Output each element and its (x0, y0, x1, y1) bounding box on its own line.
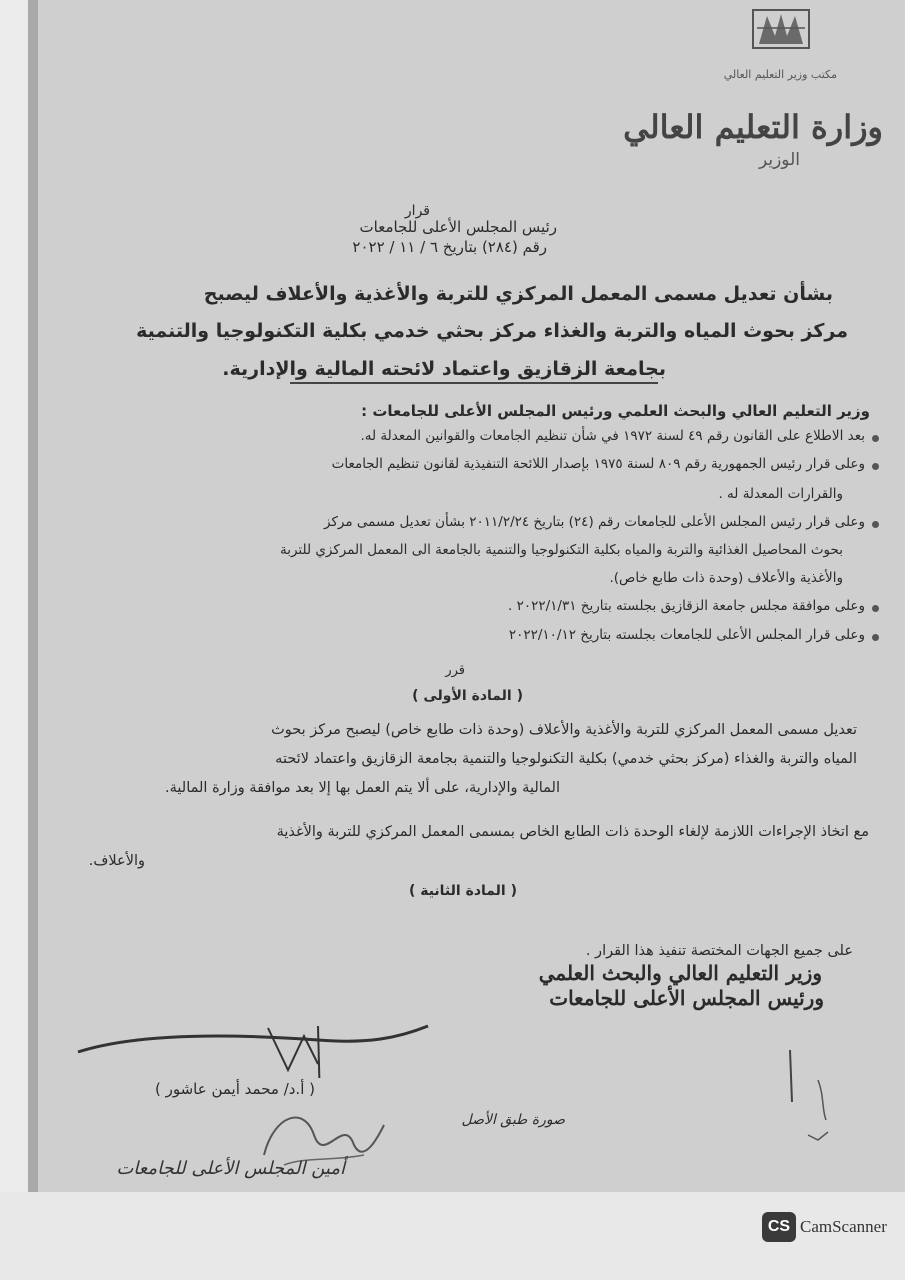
preamble-line: وعلى قرار رئيس الجمهورية رقم ٨٠٩ لسنة ١٩٧٥ بإصدار اللائحة التنفيذية لقانون تنظيم الجامعات (331, 456, 865, 472)
subject-underline (290, 382, 658, 384)
true-copy-note: صورة طبق الأصل (461, 1112, 565, 1128)
article-one-line: مع اتخاذ الإجراءات اللازمة لإلغاء الوحدة ذات الطابع الخاص بمسمى المعمل المركزي للتربة والأغذية (276, 824, 869, 840)
decree-issuer: رئيس المجلس الأعلى للجامعات (359, 218, 557, 236)
signatory-name: ( أ.د/ محمد أيمن عاشور ) (155, 1080, 315, 1098)
subject-line: مركز بحوث المياه والتربة والغذاء مركز بحثي خدمي بكلية التكنولوجيا والتنمية (136, 320, 848, 342)
preamble-line: وعلى قرار المجلس الأعلى للجامعات بجلسته بتاريخ ٢٠٢٢/١٠/١٢ (508, 627, 865, 643)
subject-line: بشأن تعديل مسمى المعمل المركزي للتربة والأغذية والأعلاف ليصبح (203, 283, 833, 305)
ministry-title: الوزير (758, 150, 800, 170)
preamble-line: وعلى موافقة مجلس جامعة الزقازيق بجلسته بتاريخ ٢٠٢٢/١/٣١ . (508, 598, 865, 614)
article-one-heading: ( المادة الأولى ) (412, 688, 523, 704)
article-one-line: المياه والتربة والغذاء (مركز بحثي خدمي) بكلية التكنولوجيا والتنمية بجامعة الزقازيق واعتماد لائحته (275, 751, 857, 767)
subject-line: بجامعة الزقازيق واعتماد لائحته المالية والإدارية. (222, 358, 666, 380)
signatory-title: ورئيس المجلس الأعلى للجامعات (549, 986, 824, 1010)
camscanner-watermark: CamScanner (800, 1217, 887, 1236)
decree-word: قرار (404, 203, 430, 219)
handwritten-note: أمين المجلس الأعلى للجامعات (116, 1158, 345, 1179)
intro-line: وزير التعليم العالي والبحث العلمي ورئيس المجلس الأعلى للجامعات : (361, 402, 870, 420)
bullet-dot-icon (872, 435, 879, 442)
decided-heading: قرر (445, 663, 465, 678)
article-one-line: المالية والإدارية، على ألا يتم العمل بها إلا بعد موافقة وزارة المالية. (165, 780, 560, 796)
decree-number: رقم (٢٨٤) بتاريخ ٦ / ١١ / ٢٠٢٢ (352, 238, 547, 256)
preamble-line: بحوث المحاصيل الغذائية والتربة والمياه بكلية التكنولوجيا والتنمية بالجامعة الى المعمل المركزي للتربة (279, 542, 843, 558)
signatory-title: وزير التعليم العالي والبحث العلمي (538, 961, 822, 985)
bullet-dot-icon (872, 521, 879, 528)
bullet-dot-icon (872, 463, 879, 470)
article-one-line: تعديل مسمى المعمل المركزي للتربة والأغذية والأعلاف (وحدة ذات طابع خاص) ليصبح مركز بحوث (271, 722, 857, 738)
bullet-dot-icon (872, 634, 879, 641)
camscanner-logo-icon: CS (762, 1212, 796, 1242)
preamble-line: والقرارات المعدلة له . (718, 486, 843, 502)
preamble-line: بعد الاطلاع على القانون رقم ٤٩ لسنة ١٩٧٢ في شأن تنظيم الجامعات والقوانين المعدلة له. (360, 428, 865, 444)
execution-clause: على جميع الجهات المختصة تنفيذ هذا القرار . (585, 943, 853, 959)
page-edge-shadow (28, 0, 38, 1192)
ministry-office-label: مكتب وزير التعليم العالي (723, 68, 837, 81)
ministry-name: وزارة التعليم العالي (623, 108, 883, 146)
article-two-heading: ( المادة الثانية ) (408, 883, 517, 899)
margin-marks-icon (778, 1040, 858, 1150)
eagle-emblem-icon (749, 6, 813, 52)
scanned-page (28, 0, 905, 1192)
preamble-line: والأغذية والأعلاف (وحدة ذات طابع خاص). (609, 570, 843, 586)
bullet-dot-icon (872, 605, 879, 612)
article-one-line: والأعلاف. (88, 853, 145, 869)
signature-scribble-icon (68, 1018, 468, 1078)
preamble-line: وعلى قرار رئيس المجلس الأعلى للجامعات رقم (٢٤) بتاريخ ٢٠١١/٢/٢٤ بشأن تعديل مسمى مركز (324, 514, 865, 530)
